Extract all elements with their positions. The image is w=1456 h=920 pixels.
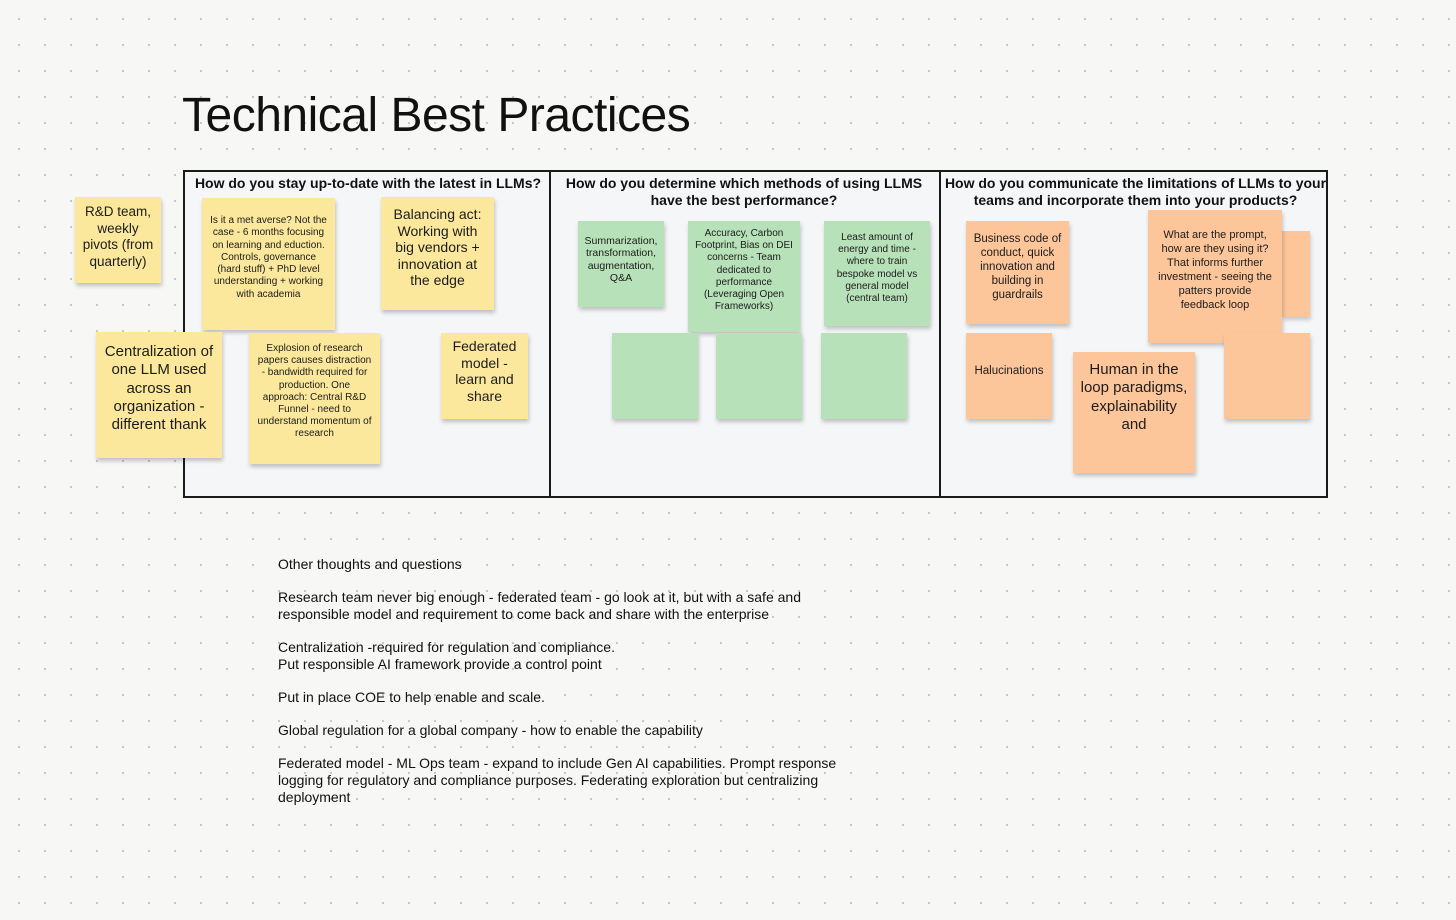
column-divider (549, 172, 551, 496)
sticky-note-rd-team[interactable]: R&D team, weekly pivots (from quarterly) (75, 197, 161, 283)
sticky-note-least-energy[interactable]: Least amount of energy and time - where to train bespoke model vs general model (central team) (824, 221, 930, 326)
sticky-note-federated[interactable]: Federated model - learn and share (441, 333, 528, 419)
sticky-note-balancing-act[interactable]: Balancing act: Working with big vendors + innovation at the edge (381, 197, 494, 310)
sticky-note-empty[interactable] (1282, 231, 1310, 317)
sticky-note-centralization[interactable]: Centralization of one LLM used across an organization - different thank (96, 332, 222, 458)
sticky-note-empty[interactable] (821, 333, 907, 419)
sticky-note-human-loop[interactable]: Human in the loop paradigms, explainability and (1073, 352, 1195, 473)
other-thoughts-heading: Other thoughts and questions (278, 556, 462, 572)
page-title: Technical Best Practices (182, 89, 691, 142)
thought-paragraph: Global regulation for a global company - how to enable the capability (278, 722, 703, 738)
sticky-note-empty[interactable] (1224, 333, 1310, 419)
sticky-note-summarization[interactable]: Summarization, transformation, augmentation, Q&A (578, 221, 664, 307)
sticky-note-halucinations[interactable]: Halucinations (966, 333, 1052, 419)
column-header-up-to-date: How do you stay up-to-date with the latest in LLMs? (194, 175, 542, 191)
sticky-note-business-code[interactable]: Business code of conduct, quick innovation and building in guardrails (966, 221, 1069, 324)
column-header-communicate-limitations: How do you communicate the limitations of LLMs to your teams and incorporate them into your products? (944, 175, 1327, 208)
sticky-note-empty[interactable] (612, 333, 698, 419)
other-thoughts-text-block (278, 556, 838, 822)
thought-paragraph: Centralization -required for regulation and compliance. Put responsible AI framework provide a control point (278, 639, 615, 672)
sticky-note-explosion[interactable]: Explosion of research papers causes distraction - bandwidth required for production. One approach: Central R&D Funnel - need to understand momentum of research (249, 333, 380, 464)
thought-paragraph: Federated model - ML Ops team - expand to include Gen AI capabilities. Prompt response logging for regulatory and compliance purposes. Federating exploration but centralizing deployment (278, 755, 837, 805)
sticky-note-empty[interactable] (716, 333, 802, 419)
thought-paragraph: Research team never big enough - federated team - go look at it, but with a safe and responsible model and requirement to come back and share with the enterprise (278, 589, 801, 622)
thought-paragraph: Put in place COE to help enable and scale. (278, 689, 545, 705)
column-divider (939, 172, 941, 496)
sticky-note-accuracy[interactable]: Accuracy, Carbon Footprint, Bias on DEI concerns - Team dedicated to performance (Leveraging Open Frameworks) (688, 221, 800, 332)
sticky-note-prompt[interactable]: What are the prompt, how are they using it? That informs further investment - seeing the patters provide feedback loop (1148, 210, 1282, 343)
column-header-methods-performance: How do you determine which methods of using LLMS have the best performance? (565, 175, 923, 208)
sticky-note-met-averse[interactable]: Is it a met averse? Not the case - 6 months focusing on learning and eduction. Controls, governance (hard stuff) + PhD level understanding + working with academia (202, 198, 335, 330)
